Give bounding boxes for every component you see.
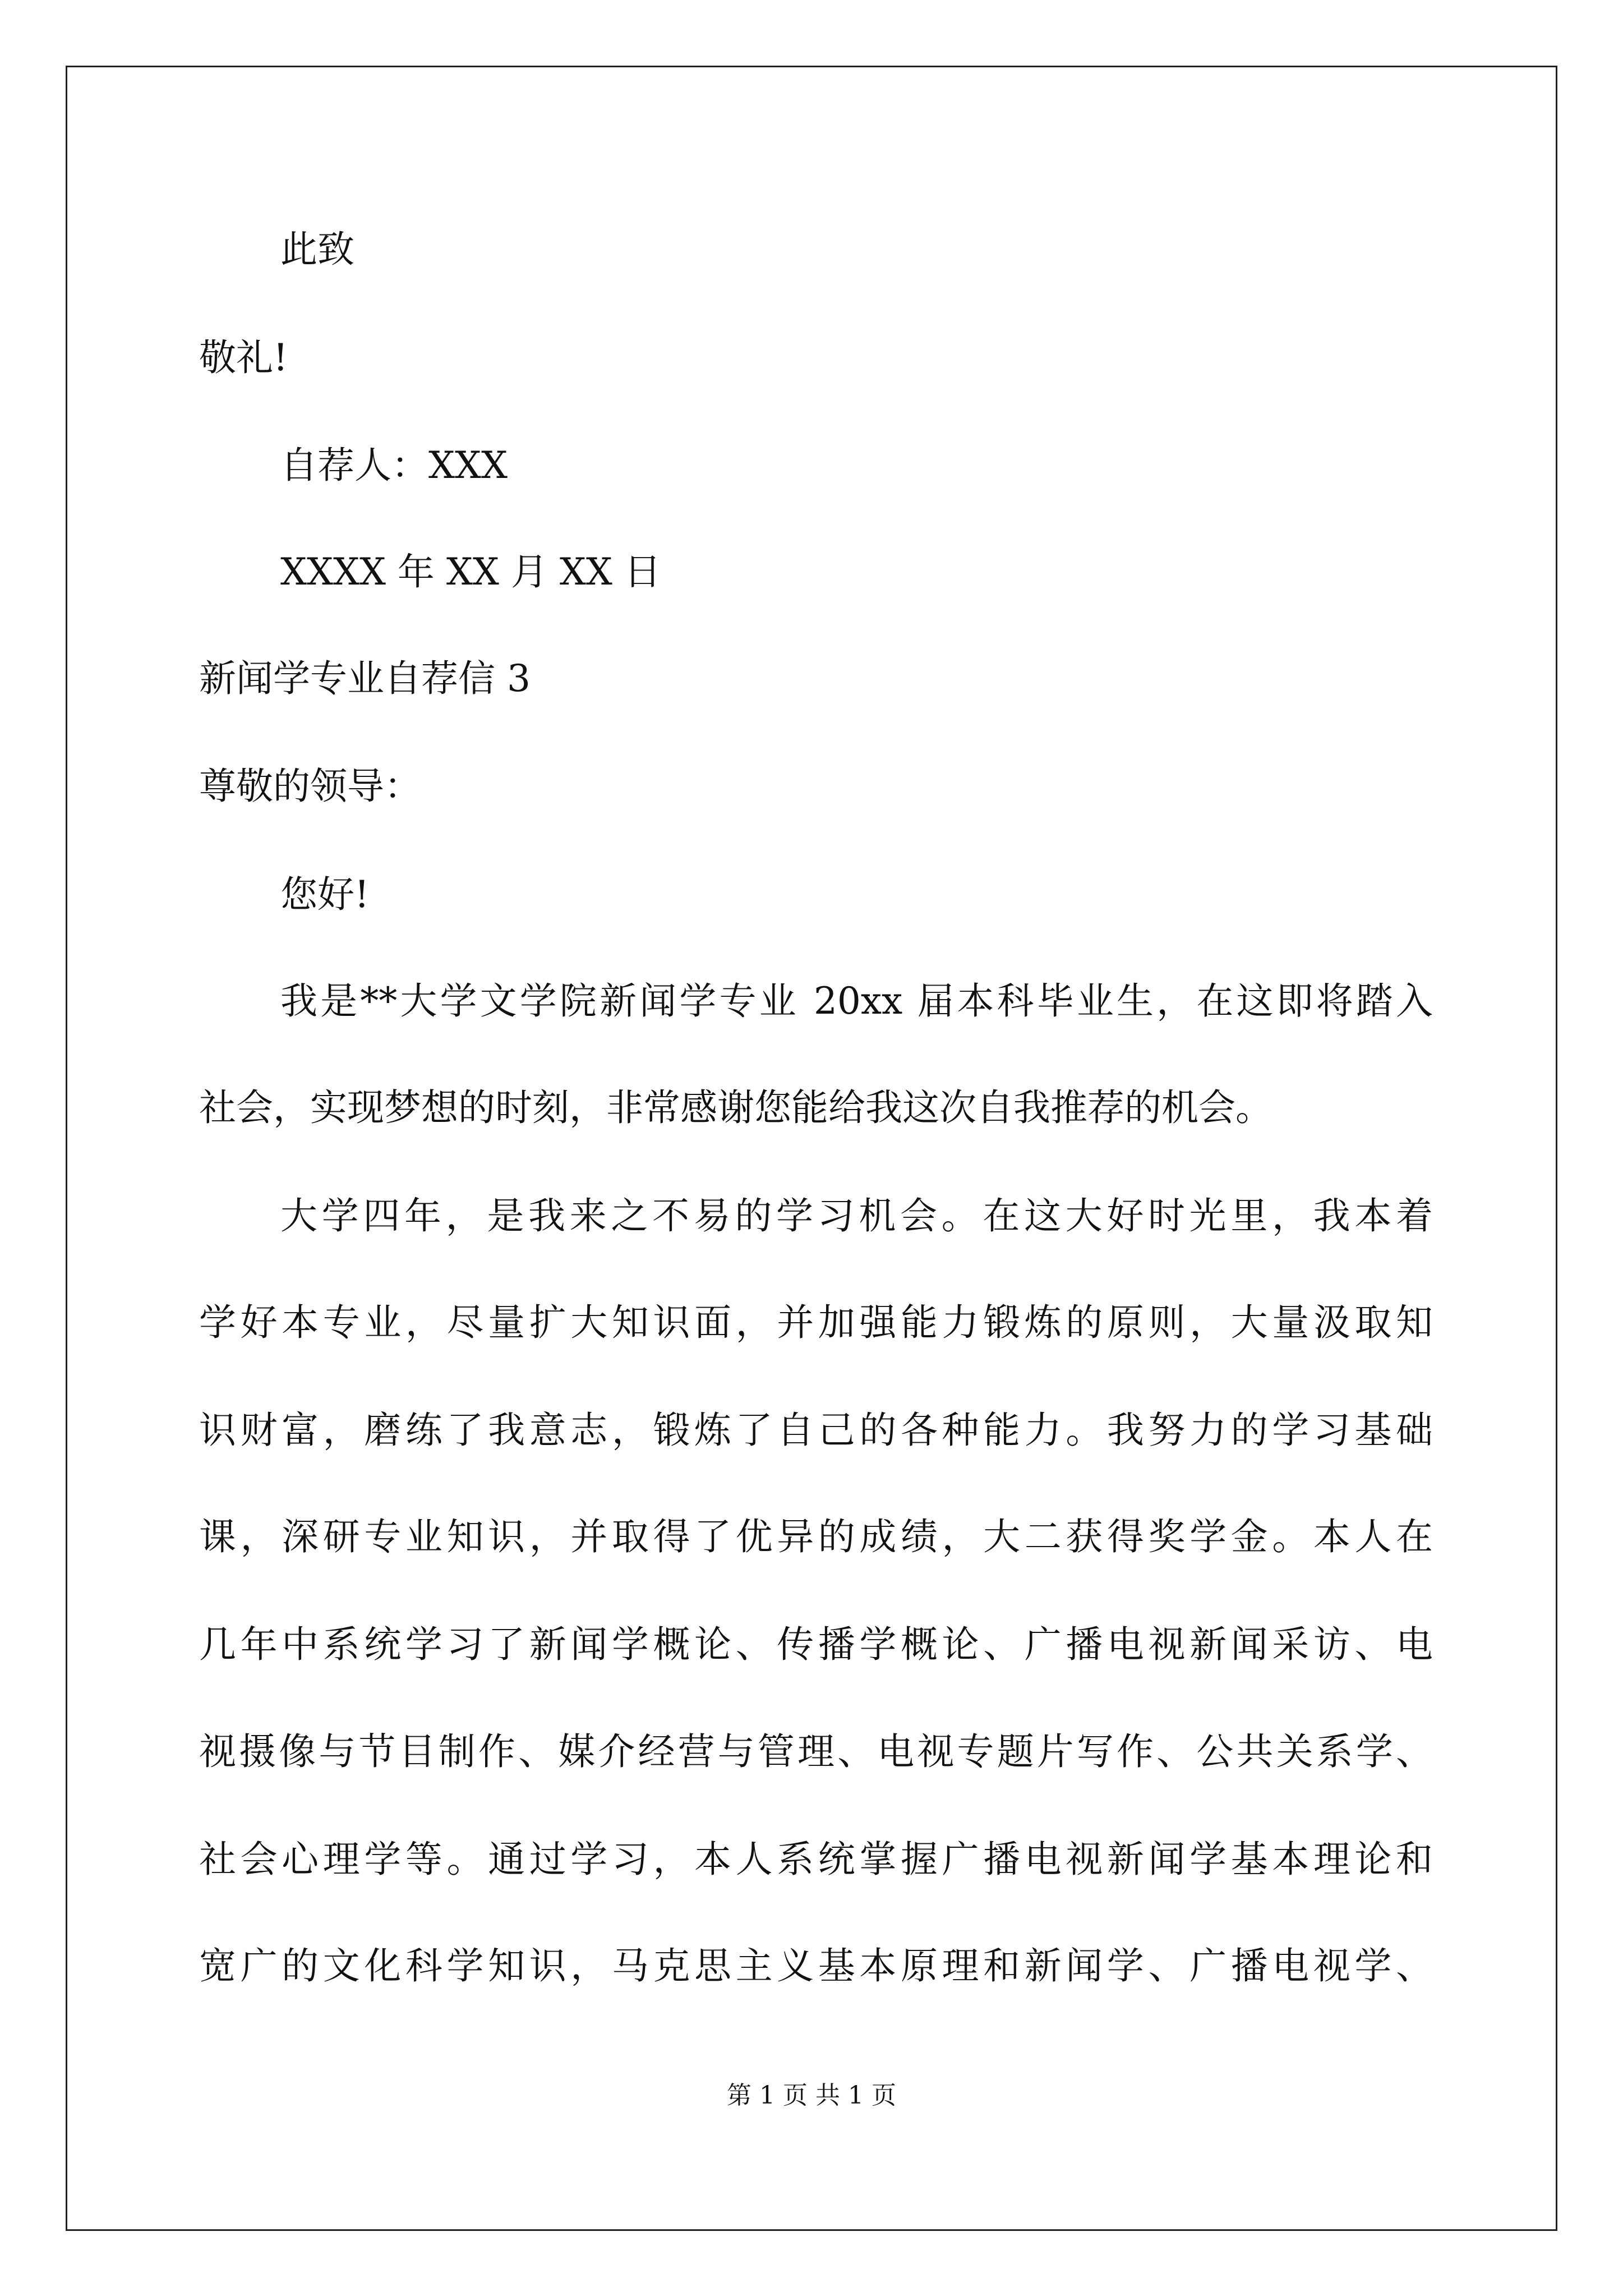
paragraph-line: 课，深研专业知识，并取得了优异的成绩，大二获得奖学金。本人在 [199, 1515, 1433, 1558]
paragraph-line: 大学四年，是我来之不易的学习机会。在这大好时光里，我本着 [280, 1194, 1433, 1237]
paragraph-line: 社会心理学等。通过学习，本人系统掌握广播电视新闻学基本理论和 [199, 1838, 1433, 1881]
letter-title: 新闻学专业自荐信 3 [199, 657, 531, 700]
paragraph-line: 我是**大学文学院新闻学专业 20xx 届本科毕业生，在这即将踏入 [280, 979, 1433, 1023]
paragraph-line: 识财富，磨练了我意志，锻炼了自己的各种能力。我努力的学习基础 [199, 1409, 1433, 1452]
letter-date: XXXX 年 XX 月 XX 日 [280, 550, 661, 593]
page-footer: 第 1 页 共 1 页 [727, 2081, 896, 2110]
page-border [66, 66, 1557, 2231]
greeting: 尊敬的领导： [199, 765, 421, 808]
paragraph-line: 视摄像与节目制作、媒介经营与管理、电视专题片写作、公共关系学、 [199, 1730, 1433, 1773]
paragraph-line: 宽广的文化科学知识，马克思主义基本原理和新闻学、广播电视学、 [199, 1944, 1433, 1987]
closing-salutation: 此致 [280, 228, 354, 271]
signer: 自荐人：XXX [280, 444, 508, 487]
hello: 您好! [280, 873, 370, 916]
paragraph-line: 社会，实现梦想的时刻，非常感谢您能给我这次自我推荐的机会。 [199, 1086, 1272, 1129]
paragraph-line: 学好本专业，尽量扩大知识面，并加强能力锻炼的原则，大量汲取知 [199, 1301, 1433, 1344]
closing-regards: 敬礼! [199, 336, 288, 379]
paragraph-line: 几年中系统学习了新闻学概论、传播学概论、广播电视新闻采访、电 [199, 1623, 1433, 1666]
